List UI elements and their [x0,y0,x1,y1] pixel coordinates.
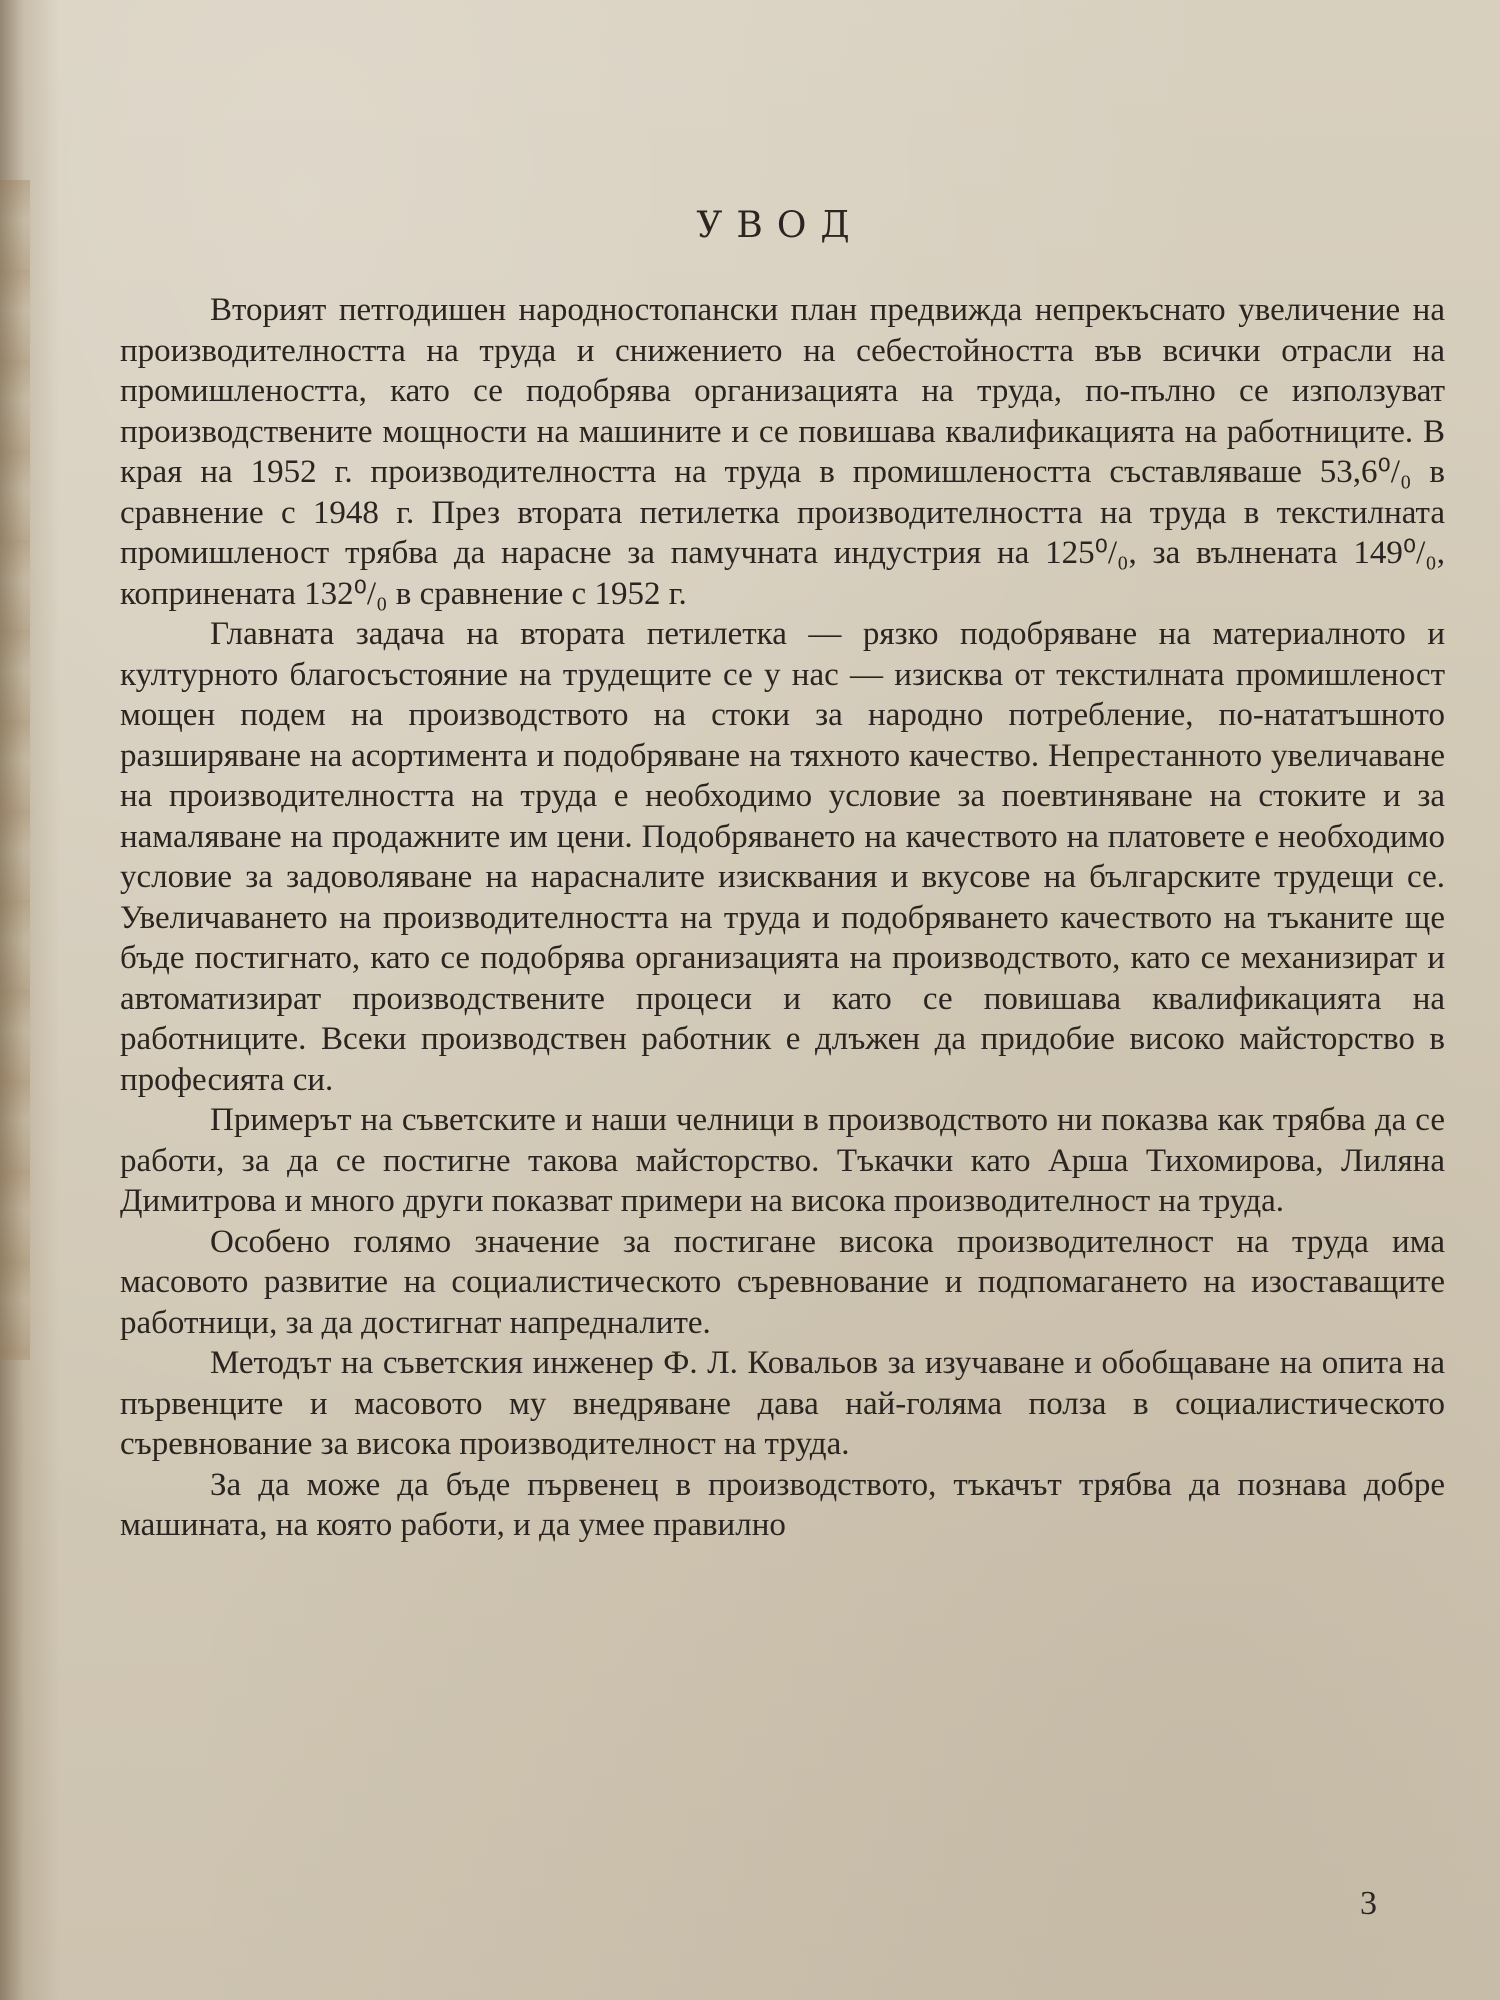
paragraph: Особено голямо значение за постигане висока производителност на труда има масовото развитие на социалистическото съревнование и подпомагането на изоставащите работници, за да достигнат напредналите. [120,1223,1445,1341]
paragraph: Главната задача на втората петилетка — рязко подобряване на материалното и културното благосъстояние на трудещите се у нас — изисква от текстилната промишленост мощен подем на производството на стоки за народно потребление, по-нататъшното разширяване на асортимента и подобряване на тяхното качество. Непрестанното увеличаване на производителността на труда е необходимо условие за поевтиняване на стоките и за намаляване на продажните им цени. Подобряването на качеството на платовете е необходимо условие за задоволяване на нарасналите изисквания и вкусове на българските трудещи се. Увеличаването на производителността на труда и подобряването качеството на тъканите ще бъде постигнато, като се подобрява организацията на производството, като се механизират и автоматизират производствените процеси и като се повишава квалификацията на работниците. Всеки производствен работник е длъжен да придобие високо майсторство в професията си. [120,616,1445,1098]
paragraph: Вторият петгодишен народностопански план предвижда непрекъснато увеличение на производителността на труда и снижението на себестойността във всички отрасли на промишлеността, като се подобрява организацията на труда, по-пълно се използуват производствените мощности на машините и се повишава квалификацията на работниците. В края на 1952 г. производителността на труда в промишлеността съставляваше 53,6⁰/₀ в сравнение с 1948 г. През втората петилетка производителността на труда в текстилната промишленост трябва да нарасне за памучната индустрия на 125⁰/₀, за вълнената 149⁰/₀, копринената 132⁰/₀ в сравнение с 1952 г. [120,292,1445,612]
paragraph: Методът на съветския инженер Ф. Л. Ковальов за изучаване и обобщаване на опита на първенците и масовото му внедряване дава най-голяма полза в социалистическото съревнование за висока производителност на труда. [120,1345,1445,1462]
body-text [120,290,1445,1546]
page-edge-stain [0,180,30,1360]
page-number: 3 [1360,1885,1377,1922]
paragraph: Примерът на съветските и наши челници в производството ни показва как трябва да се работи, за да се постигне такова майсторство. Тъкачки като Арша Тихомирова, Лиляна Димитрова и много други показват примери на висока производителност на труда. [120,1102,1445,1219]
chapter-title: УВОД [696,205,864,246]
paragraph: За да може да бъде първенец в производството, тъкачът трябва да познава добре машината, на която работи, и да умее правилно [120,1466,1445,1543]
